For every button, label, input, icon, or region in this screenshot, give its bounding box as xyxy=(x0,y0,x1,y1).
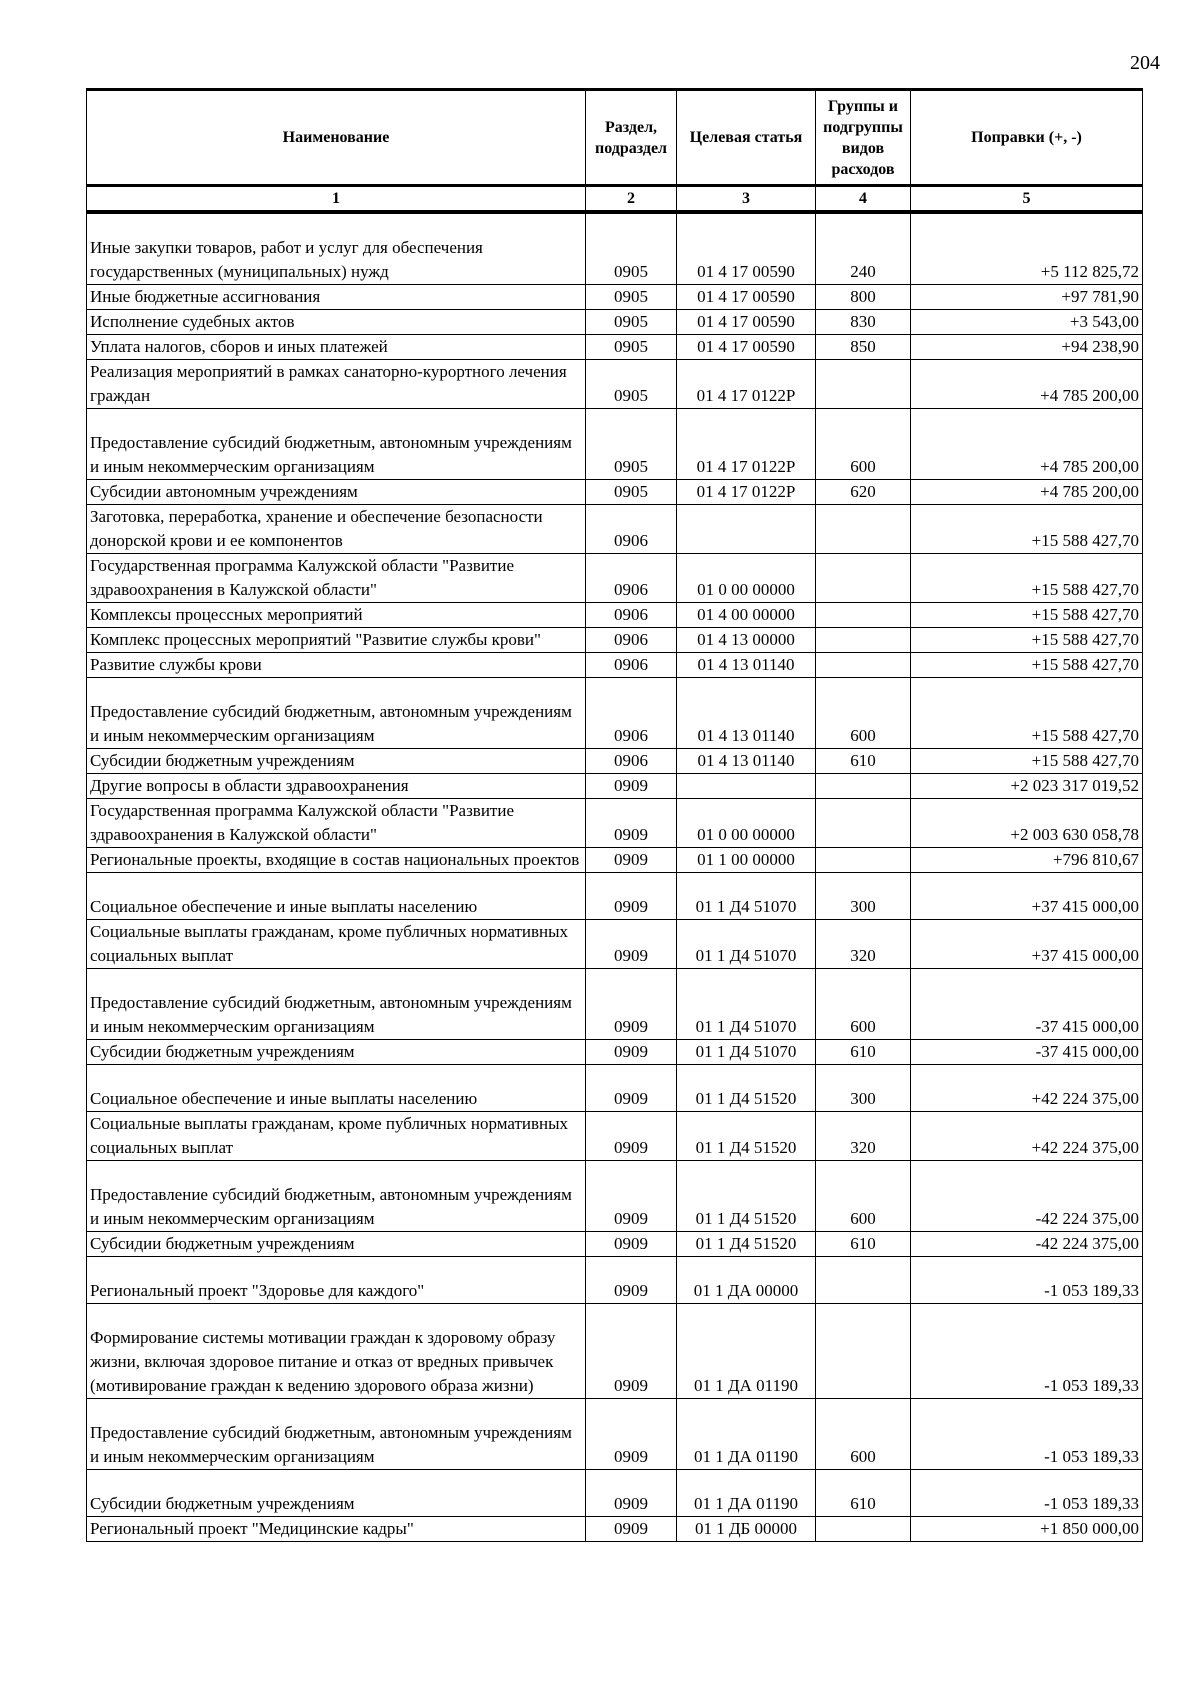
table-row xyxy=(87,749,1143,774)
row-article: 01 1 ДА 01190 xyxy=(677,1470,816,1517)
row-name: Формирование системы мотивации граждан к здоровому образу жизни, включая здоровое питание и отказ от вредных привычек (мотивирование граждан к ведению здорового образа жизни) xyxy=(87,1304,586,1399)
row-article: 01 1 ДА 01190 xyxy=(677,1304,816,1399)
row-article: 01 4 17 00590 xyxy=(677,212,816,285)
col-index: 4 xyxy=(816,186,911,213)
row-group: 320 xyxy=(816,920,911,969)
table-row xyxy=(87,409,1143,480)
row-section: 0905 xyxy=(586,335,677,360)
row-name: Государственная программа Калужской области "Развитие здравоохранения в Калужской области" xyxy=(87,554,586,603)
row-amount: +94 238,90 xyxy=(911,335,1143,360)
row-amount: +97 781,90 xyxy=(911,285,1143,310)
row-name: Другие вопросы в области здравоохранения xyxy=(87,774,586,799)
table-row xyxy=(87,505,1143,554)
row-amount: +5 112 825,72 xyxy=(911,212,1143,285)
table-row xyxy=(87,1517,1143,1542)
row-section: 0909 xyxy=(586,1257,677,1304)
row-group xyxy=(816,799,911,848)
row-group: 600 xyxy=(816,409,911,480)
row-amount: +42 224 375,00 xyxy=(911,1112,1143,1161)
table-row xyxy=(87,310,1143,335)
row-amount: -1 053 189,33 xyxy=(911,1304,1143,1399)
row-name: Региональный проект "Здоровье для каждого" xyxy=(87,1257,586,1304)
row-group: 620 xyxy=(816,480,911,505)
row-section: 0909 xyxy=(586,1112,677,1161)
row-name: Социальное обеспечение и иные выплаты населению xyxy=(87,1065,586,1112)
row-name: Иные закупки товаров, работ и услуг для обеспечения государственных (муниципальных) нужд xyxy=(87,212,586,285)
row-amount: +796 810,67 xyxy=(911,848,1143,873)
row-group xyxy=(816,554,911,603)
row-name: Государственная программа Калужской области "Развитие здравоохранения в Калужской области" xyxy=(87,799,586,848)
row-article: 01 4 17 00590 xyxy=(677,285,816,310)
table-row xyxy=(87,1257,1143,1304)
row-article: 01 4 17 00590 xyxy=(677,335,816,360)
row-name: Субсидии бюджетным учреждениям xyxy=(87,1232,586,1257)
row-amount: +4 785 200,00 xyxy=(911,360,1143,409)
row-article: 01 1 ДА 01190 xyxy=(677,1399,816,1470)
row-article: 01 1 Д4 51520 xyxy=(677,1065,816,1112)
table-row xyxy=(87,480,1143,505)
row-section: 0906 xyxy=(586,505,677,554)
row-group: 600 xyxy=(816,969,911,1040)
table-row xyxy=(87,653,1143,678)
table-row xyxy=(87,628,1143,653)
table-row xyxy=(87,678,1143,749)
row-amount: -42 224 375,00 xyxy=(911,1161,1143,1232)
row-section: 0909 xyxy=(586,1161,677,1232)
row-article: 01 4 13 01140 xyxy=(677,678,816,749)
col-index: 5 xyxy=(911,186,1143,213)
row-article: 01 0 00 00000 xyxy=(677,554,816,603)
row-group xyxy=(816,505,911,554)
row-group xyxy=(816,774,911,799)
row-section: 0909 xyxy=(586,1517,677,1542)
row-group: 600 xyxy=(816,1399,911,1470)
table-row xyxy=(87,1304,1143,1399)
row-name: Развитие службы крови xyxy=(87,653,586,678)
table-row xyxy=(87,1399,1143,1470)
row-article: 01 1 Д4 51520 xyxy=(677,1112,816,1161)
row-group: 320 xyxy=(816,1112,911,1161)
table-row xyxy=(87,335,1143,360)
col-header-article: Целевая статья xyxy=(677,90,816,186)
row-section: 0909 xyxy=(586,1065,677,1112)
row-group: 300 xyxy=(816,873,911,920)
row-section: 0909 xyxy=(586,873,677,920)
row-group: 600 xyxy=(816,1161,911,1232)
row-name: Предоставление субсидий бюджетным, автономным учреждениям и иным некоммерческим организациям xyxy=(87,678,586,749)
table-row xyxy=(87,799,1143,848)
table-row xyxy=(87,603,1143,628)
row-section: 0906 xyxy=(586,749,677,774)
row-group: 240 xyxy=(816,212,911,285)
row-name: Предоставление субсидий бюджетным, автономным учреждениям и иным некоммерческим организациям xyxy=(87,969,586,1040)
row-article: 01 0 00 00000 xyxy=(677,799,816,848)
row-name: Социальные выплаты гражданам, кроме публичных нормативных социальных выплат xyxy=(87,920,586,969)
row-group xyxy=(816,628,911,653)
row-section: 0905 xyxy=(586,285,677,310)
row-amount: +4 785 200,00 xyxy=(911,409,1143,480)
row-section: 0909 xyxy=(586,799,677,848)
row-article: 01 4 17 0122Р xyxy=(677,480,816,505)
row-amount: +15 588 427,70 xyxy=(911,603,1143,628)
budget-table xyxy=(86,88,1143,1542)
row-amount: +15 588 427,70 xyxy=(911,749,1143,774)
table-row xyxy=(87,1112,1143,1161)
row-amount: -1 053 189,33 xyxy=(911,1257,1143,1304)
row-group xyxy=(816,653,911,678)
row-name: Уплата налогов, сборов и иных платежей xyxy=(87,335,586,360)
table-row xyxy=(87,920,1143,969)
row-section: 0905 xyxy=(586,212,677,285)
row-group: 830 xyxy=(816,310,911,335)
row-name: Предоставление субсидий бюджетным, автономным учреждениям и иным некоммерческим организациям xyxy=(87,1399,586,1470)
row-section: 0906 xyxy=(586,653,677,678)
table-row xyxy=(87,969,1143,1040)
row-article: 01 4 13 01140 xyxy=(677,653,816,678)
row-name: Региональный проект "Медицинские кадры" xyxy=(87,1517,586,1542)
row-name: Субсидии бюджетным учреждениям xyxy=(87,1470,586,1517)
row-article: 01 1 ДА 00000 xyxy=(677,1257,816,1304)
row-section: 0909 xyxy=(586,1304,677,1399)
row-name: Социальное обеспечение и иные выплаты населению xyxy=(87,873,586,920)
row-article: 01 1 00 00000 xyxy=(677,848,816,873)
row-group: 610 xyxy=(816,1470,911,1517)
col-index: 2 xyxy=(586,186,677,213)
row-section: 0905 xyxy=(586,409,677,480)
row-article: 01 4 17 00590 xyxy=(677,310,816,335)
row-section: 0909 xyxy=(586,774,677,799)
row-name: Реализация мероприятий в рамках санаторно-курортного лечения граждан xyxy=(87,360,586,409)
row-name: Иные бюджетные ассигнования xyxy=(87,285,586,310)
row-section: 0909 xyxy=(586,1232,677,1257)
row-article: 01 1 ДБ 00000 xyxy=(677,1517,816,1542)
row-name: Субсидии бюджетным учреждениям xyxy=(87,1040,586,1065)
row-section: 0906 xyxy=(586,628,677,653)
row-amount: +4 785 200,00 xyxy=(911,480,1143,505)
row-name: Социальные выплаты гражданам, кроме публичных нормативных социальных выплат xyxy=(87,1112,586,1161)
row-section: 0909 xyxy=(586,848,677,873)
row-group xyxy=(816,1304,911,1399)
row-amount: +15 588 427,70 xyxy=(911,628,1143,653)
row-article: 01 4 17 0122Р xyxy=(677,409,816,480)
row-article: 01 1 Д4 51520 xyxy=(677,1161,816,1232)
row-amount: +2 003 630 058,78 xyxy=(911,799,1143,848)
row-article xyxy=(677,505,816,554)
row-section: 0909 xyxy=(586,1399,677,1470)
row-amount: -1 053 189,33 xyxy=(911,1399,1143,1470)
row-amount: +42 224 375,00 xyxy=(911,1065,1143,1112)
row-name: Предоставление субсидий бюджетным, автономным учреждениям и иным некоммерческим организациям xyxy=(87,409,586,480)
col-index: 1 xyxy=(87,186,586,213)
row-section: 0905 xyxy=(586,360,677,409)
row-amount: -37 415 000,00 xyxy=(911,969,1143,1040)
row-group: 610 xyxy=(816,1232,911,1257)
table-row xyxy=(87,848,1143,873)
row-article: 01 1 Д4 51070 xyxy=(677,1040,816,1065)
row-section: 0905 xyxy=(586,480,677,505)
row-amount: -1 053 189,33 xyxy=(911,1470,1143,1517)
table-row xyxy=(87,1470,1143,1517)
row-group: 610 xyxy=(816,1040,911,1065)
row-article: 01 4 17 0122Р xyxy=(677,360,816,409)
column-index-row xyxy=(87,186,1143,213)
col-header-section: Раздел, подраздел xyxy=(586,90,677,186)
row-amount: +37 415 000,00 xyxy=(911,920,1143,969)
row-group xyxy=(816,1517,911,1542)
row-amount: +1 850 000,00 xyxy=(911,1517,1143,1542)
row-group: 610 xyxy=(816,749,911,774)
row-name: Субсидии бюджетным учреждениям xyxy=(87,749,586,774)
row-section: 0906 xyxy=(586,678,677,749)
row-group: 850 xyxy=(816,335,911,360)
row-name: Комплексы процессных мероприятий xyxy=(87,603,586,628)
row-article: 01 1 Д4 51070 xyxy=(677,969,816,1040)
table-row xyxy=(87,1232,1143,1257)
row-article: 01 4 13 00000 xyxy=(677,628,816,653)
row-article: 01 4 13 01140 xyxy=(677,749,816,774)
row-amount: +15 588 427,70 xyxy=(911,505,1143,554)
col-header-amount: Поправки (+, -) xyxy=(911,90,1143,186)
row-article: 01 4 00 00000 xyxy=(677,603,816,628)
row-name: Региональные проекты, входящие в состав национальных проектов xyxy=(87,848,586,873)
row-section: 0909 xyxy=(586,1040,677,1065)
row-amount: -37 415 000,00 xyxy=(911,1040,1143,1065)
table-row xyxy=(87,285,1143,310)
col-index: 3 xyxy=(677,186,816,213)
row-name: Заготовка, переработка, хранение и обеспечение безопасности донорской крови и ее компонентов xyxy=(87,505,586,554)
row-amount: +37 415 000,00 xyxy=(911,873,1143,920)
col-header-group: Группы и подгруппы видов расходов xyxy=(816,90,911,186)
row-amount: +2 023 317 019,52 xyxy=(911,774,1143,799)
row-group xyxy=(816,848,911,873)
table-row xyxy=(87,873,1143,920)
table-row xyxy=(87,1161,1143,1232)
row-amount: +15 588 427,70 xyxy=(911,653,1143,678)
row-group xyxy=(816,360,911,409)
row-amount: -42 224 375,00 xyxy=(911,1232,1143,1257)
row-article: 01 1 Д4 51520 xyxy=(677,1232,816,1257)
row-section: 0909 xyxy=(586,1470,677,1517)
table-row xyxy=(87,1040,1143,1065)
row-group: 800 xyxy=(816,285,911,310)
table-row xyxy=(87,212,1143,285)
row-name: Предоставление субсидий бюджетным, автономным учреждениям и иным некоммерческим организациям xyxy=(87,1161,586,1232)
row-section: 0909 xyxy=(586,920,677,969)
row-name: Исполнение судебных актов xyxy=(87,310,586,335)
row-group xyxy=(816,1257,911,1304)
row-section: 0906 xyxy=(586,603,677,628)
row-article xyxy=(677,774,816,799)
row-amount: +15 588 427,70 xyxy=(911,678,1143,749)
row-section: 0905 xyxy=(586,310,677,335)
row-group xyxy=(816,603,911,628)
row-amount: +15 588 427,70 xyxy=(911,554,1143,603)
table-row xyxy=(87,1065,1143,1112)
col-header-name: Наименование xyxy=(87,90,586,186)
row-article: 01 1 Д4 51070 xyxy=(677,920,816,969)
row-name: Комплекс процессных мероприятий "Развитие службы крови" xyxy=(87,628,586,653)
page-number: 204 xyxy=(1130,52,1160,74)
table-row xyxy=(87,774,1143,799)
row-group: 300 xyxy=(816,1065,911,1112)
row-name: Субсидии автономным учреждениям xyxy=(87,480,586,505)
row-section: 0906 xyxy=(586,554,677,603)
header-row xyxy=(87,90,1143,186)
row-article: 01 1 Д4 51070 xyxy=(677,873,816,920)
row-group: 600 xyxy=(816,678,911,749)
row-section: 0909 xyxy=(586,969,677,1040)
table-row xyxy=(87,360,1143,409)
table-row xyxy=(87,554,1143,603)
row-amount: +3 543,00 xyxy=(911,310,1143,335)
